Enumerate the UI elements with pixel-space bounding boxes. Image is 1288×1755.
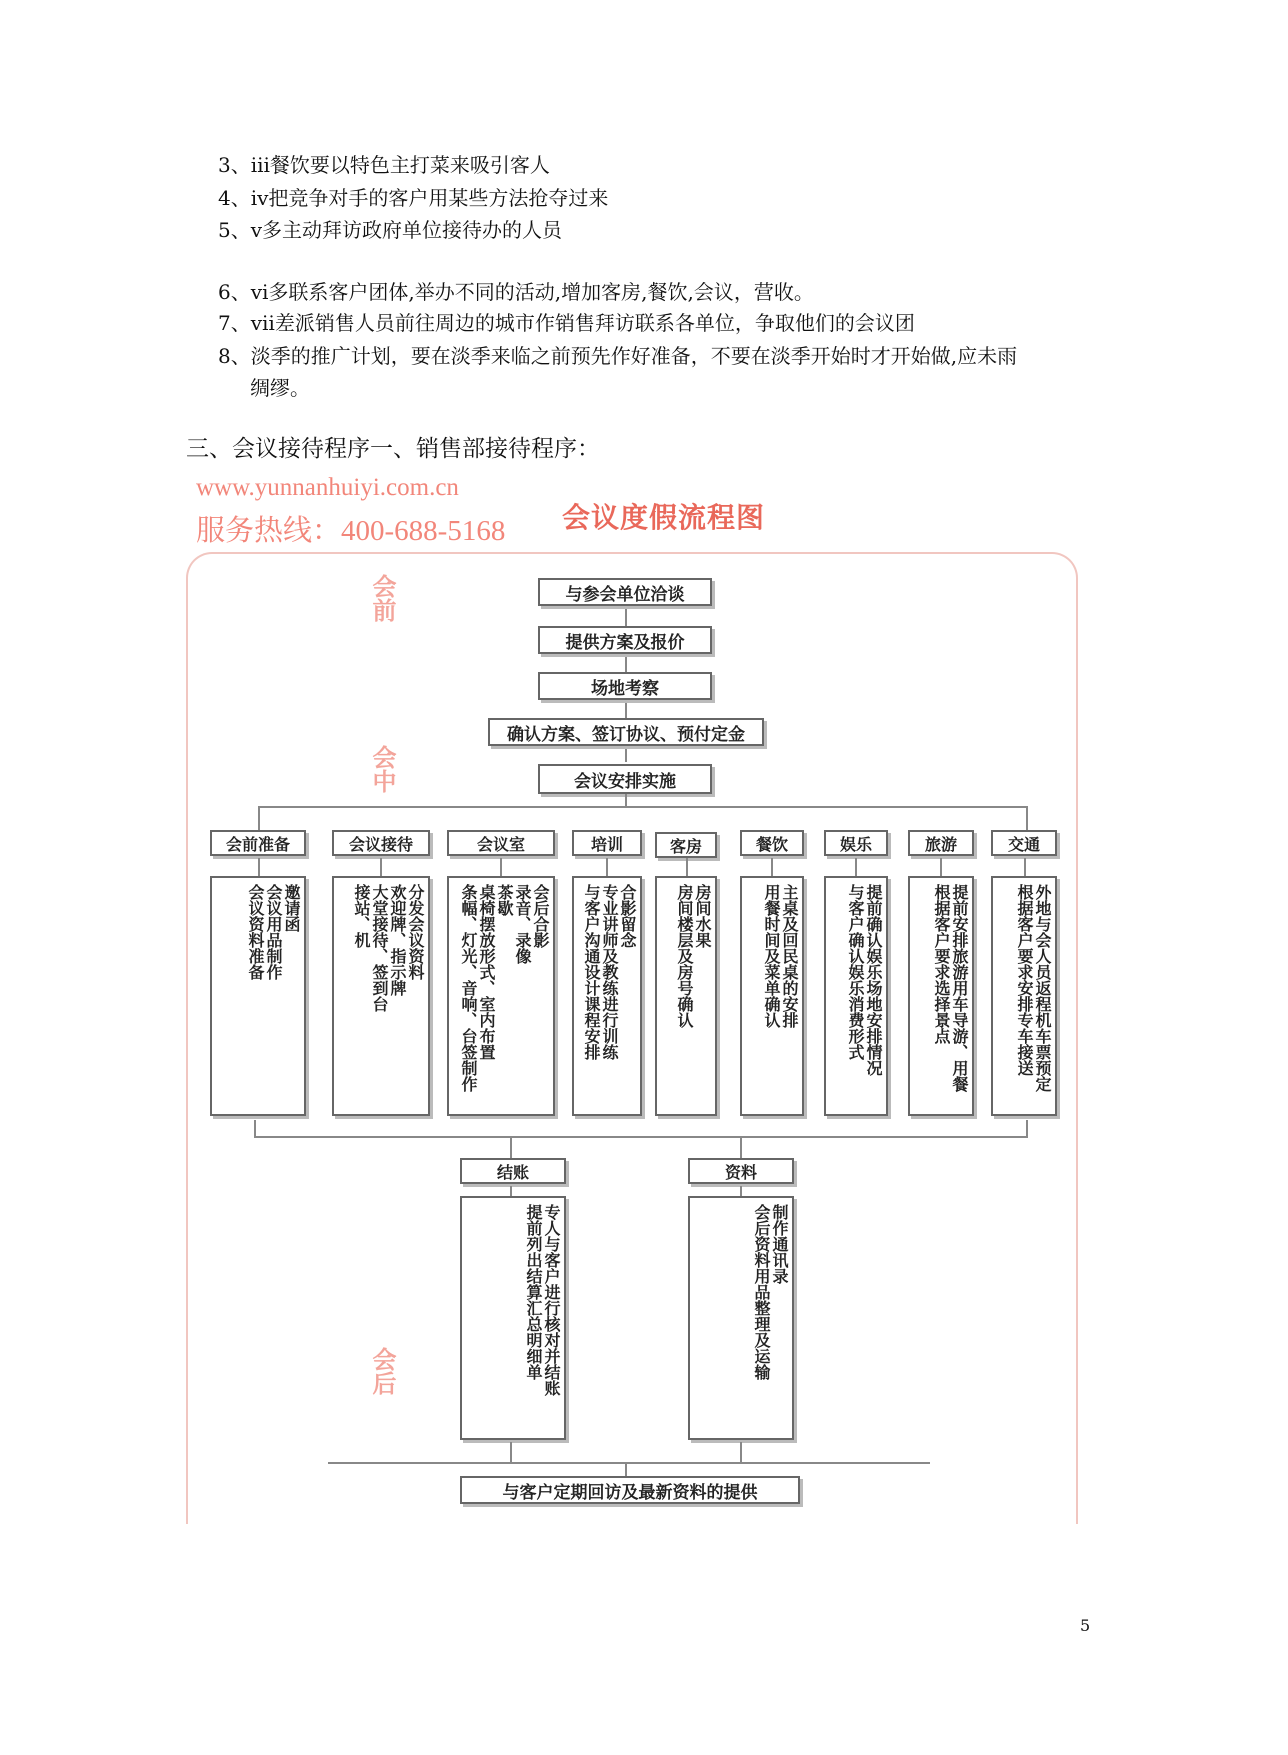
- detail-training: 合影留念 专业讲师及教练进行训练 与客户沟通设计课程安排: [572, 876, 642, 1116]
- category-rooms: 客房: [655, 832, 717, 858]
- merge-line: [254, 1136, 1028, 1138]
- connector-line: [855, 858, 857, 876]
- step-site-visit: 场地考察: [538, 672, 712, 700]
- category-tourism: 旅游: [908, 830, 974, 856]
- category-training: 培训: [572, 830, 642, 856]
- final-line: [328, 1462, 930, 1464]
- branch-line: [258, 806, 1026, 808]
- connector-line: [510, 1136, 512, 1158]
- connector-line: [686, 858, 688, 876]
- connector-line: [625, 700, 627, 718]
- connector-line: [625, 794, 627, 806]
- step-follow-up: 与客户定期回访及最新资料的提供: [460, 1476, 800, 1504]
- detail-reception: 分发会议资料 欢迎牌、指示牌 大堂接待、签到台 接站、机: [332, 876, 430, 1116]
- connector-line: [1026, 806, 1028, 830]
- connector-line: [740, 1186, 742, 1196]
- detail-tourism: 提前安排旅游用车导游、用餐 根据客户要求选择景点: [908, 876, 974, 1116]
- connector-line: [510, 1442, 512, 1462]
- list-item: 绸缪。: [250, 376, 310, 400]
- detail-pre-meeting: 邀请函 会议用品制作 会议资料准备: [210, 876, 306, 1116]
- step-negotiate: 与参会单位洽谈: [538, 578, 712, 606]
- detail-meeting-room: 会后合影 录音、录像 茶歇 桌椅摆放形式、室内布置 条幅、灯光、音响、台签制作: [447, 876, 555, 1116]
- detail-materials: 制作通讯录 会后资料用品整理及运输: [688, 1196, 794, 1440]
- category-settlement: 结账: [460, 1158, 566, 1184]
- step-implement: 会议安排实施: [538, 764, 712, 794]
- list-item: 7、ⅶ差派销售人员前往周边的城市作销售拜访联系各单位，争取他们的会议团: [218, 311, 915, 335]
- category-catering: 餐饮: [740, 830, 804, 856]
- chart-title: 会议度假流程图: [562, 501, 766, 534]
- connector-line: [500, 858, 502, 876]
- connector-line: [625, 604, 627, 626]
- connector-line: [254, 1120, 256, 1136]
- category-materials: 资料: [688, 1158, 794, 1184]
- connector-line: [1024, 858, 1026, 876]
- connector-line: [625, 744, 627, 762]
- step-confirm: 确认方案、签订协议、预付定金: [488, 718, 764, 746]
- chart-url: www.yunnanhuiyi.com.cn: [196, 474, 459, 501]
- phase-after-label: 会后: [368, 1347, 396, 1395]
- connector-line: [510, 1186, 512, 1196]
- category-pre-meeting: 会前准备: [210, 830, 306, 856]
- step-proposal: 提供方案及报价: [538, 626, 712, 654]
- list-item: 3、ⅲ餐饮要以特色主打菜来吸引客人: [218, 153, 550, 177]
- connector-line: [740, 1442, 742, 1462]
- phase-during-label: 会中: [368, 745, 396, 793]
- connector-line: [606, 858, 608, 876]
- phase-before-label: 会前: [368, 574, 396, 622]
- connector-line: [771, 858, 773, 876]
- connector-line: [740, 1136, 742, 1158]
- detail-settlement: 专人与客户进行核对并结账 提前列出结算汇总明细单: [460, 1196, 566, 1440]
- list-item: 4、ⅳ把竞争对手的客户用某些方法抢夺过来: [218, 186, 609, 210]
- category-transport: 交通: [991, 830, 1057, 856]
- list-item: 5、ⅴ多主动拜访政府单位接待办的人员: [218, 218, 563, 242]
- list-item: 8、淡季的推广计划，要在淡季来临之前预先作好准备，不要在淡季开始时才开始做,应未雨: [218, 344, 1018, 368]
- connector-line: [380, 858, 382, 876]
- detail-rooms: 房间水果 房间楼层及房号确认: [655, 876, 717, 1116]
- detail-transport: 外地与会人员返程机车票预定 根据客户要求安排专车接送: [991, 876, 1057, 1116]
- detail-entertainment: 提前确认娱乐场地安排情况 与客户确认娱乐消费形式: [824, 876, 888, 1116]
- category-meeting-room: 会议室: [447, 830, 555, 856]
- category-entertainment: 娱乐: [824, 830, 888, 856]
- connector-line: [1026, 1120, 1028, 1136]
- connector-line: [258, 858, 260, 876]
- list-item: 6、ⅵ多联系客户团体,举办不同的活动,增加客房,餐饮,会议，营收。: [218, 280, 814, 304]
- connector-line: [625, 652, 627, 674]
- category-reception: 会议接待: [332, 830, 430, 856]
- detail-catering: 主桌及回民桌的安排 用餐时间及菜单确认: [740, 876, 804, 1116]
- chart-hotline: 服务热线：400-688-5168: [196, 515, 506, 547]
- connector-line: [258, 806, 260, 830]
- section-heading: 三、会议接待程序一、销售部接待程序：: [186, 436, 600, 462]
- connector-line: [625, 1462, 627, 1476]
- page-number: 5: [1080, 1616, 1091, 1635]
- connector-line: [940, 858, 942, 876]
